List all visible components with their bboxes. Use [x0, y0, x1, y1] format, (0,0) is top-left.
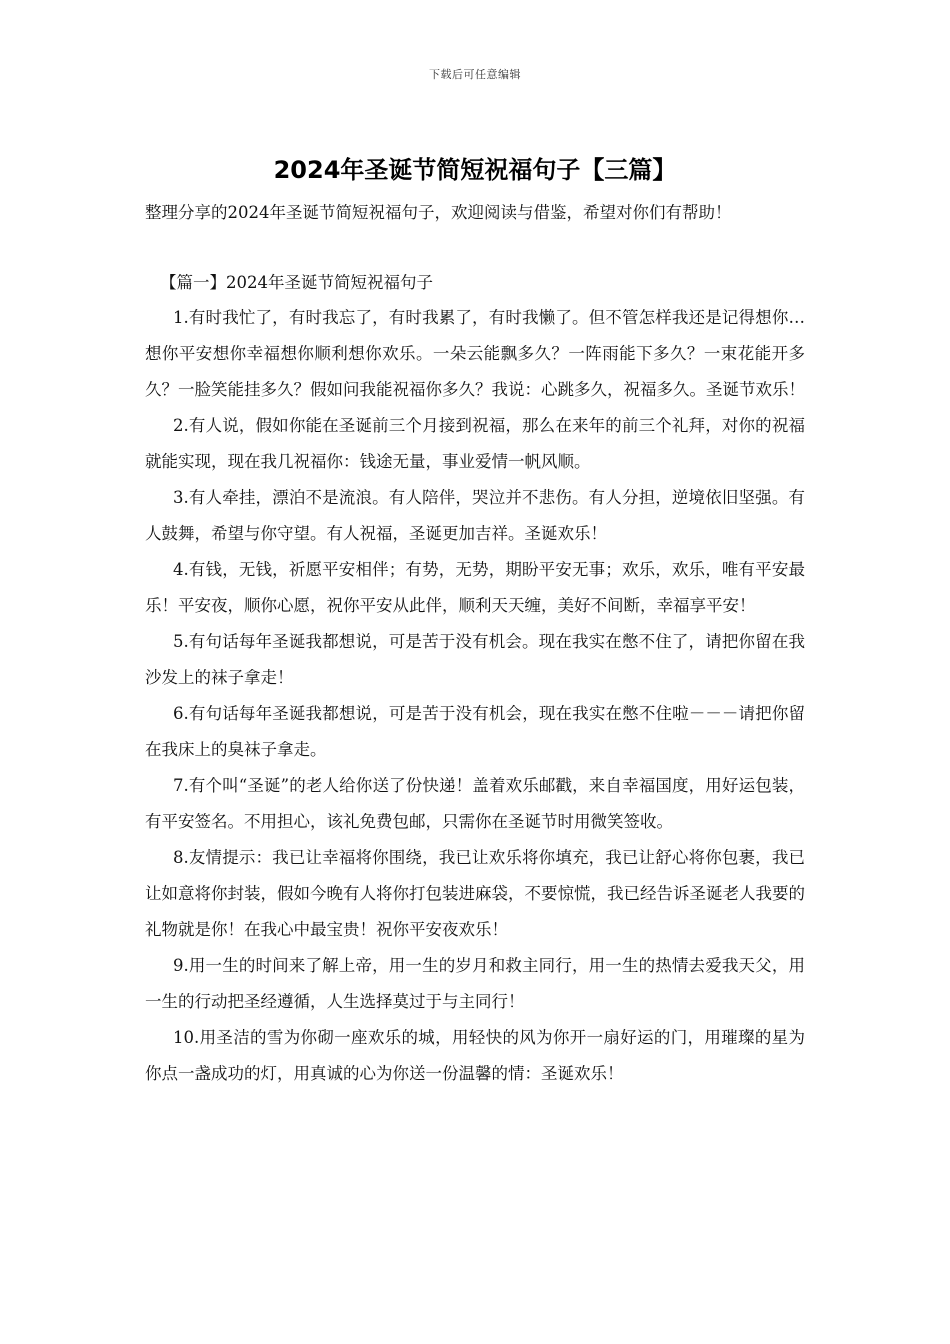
- blessing-paragraph-8: 8.友情提示：我已让幸福将你围绕，我已让欢乐将你填充，我已让舒心将你包裹，我已让如意将你封装，假如今晚有人将你打包装进麻袋，不要惊慌，我已经告诉圣诞老人我要的礼物就是你！在我心中最宝贵！祝你平安夜欢乐！: [145, 848, 805, 939]
- body-text: [145, 300, 805, 1092]
- blessing-paragraph-6: 6.有句话每年圣诞我都想说，可是苦于没有机会，现在我实在憋不住啦－－－请把你留在我床上的臭袜子拿走。: [145, 704, 805, 759]
- blessing-paragraph-7: 7.有个叫“圣诞”的老人给你送了份快递！盖着欢乐邮戳，来自幸福国度，用好运包装，有平安签名。不用担心，该礼免费包邮，只需你在圣诞节时用微笑签收。: [145, 776, 805, 831]
- header-note: 下载后可任意编辑: [429, 68, 521, 81]
- blessing-paragraph-3: 3.有人牵挂，漂泊不是流浪。有人陪伴，哭泣并不悲伤。有人分担，逆境依旧坚强。有人鼓舞，希望与你守望。有人祝福，圣诞更加吉祥。圣诞欢乐！: [145, 488, 805, 543]
- blessing-paragraph-4: 4.有钱，无钱，祈愿平安相伴；有势，无势，期盼平安无事；欢乐，欢乐，唯有平安最乐！平安夜，顺你心愿，祝你平安从此伴，顺利天天缠，美好不间断，幸福享平安！: [145, 560, 805, 615]
- blessing-paragraph-9: 9.用一生的时间来了解上帝，用一生的岁月和救主同行，用一生的热情去爱我天父，用一生的行动把圣经遵循，人生选择莫过于与主同行！: [145, 956, 805, 1011]
- document-title: 2024年圣诞节简短祝福句子【三篇】: [273, 156, 677, 184]
- blessing-paragraph-1: 1.有时我忙了，有时我忘了，有时我累了，有时我懒了。但不管怎样我还是记得想你…想你平安想你幸福想你顺利想你欢乐。一朵云能飘多久？一阵雨能下多久？一束花能开多久？一脸笑能挂多久？假如问我能祝福你多久？我说：心跳多久，祝福多久。圣诞节欢乐！: [145, 308, 805, 399]
- blessing-paragraph-2: 2.有人说，假如你能在圣诞前三个月接到祝福，那么在来年的前三个礼拜，对你的祝福就能实现，现在我几祝福你：钱途无量，事业爱情一帆风顺。: [145, 416, 805, 471]
- section-heading: 【篇一】2024年圣诞节简短祝福句子: [160, 273, 433, 292]
- blessing-paragraph-5: 5.有句话每年圣诞我都想说，可是苦于没有机会。现在我实在憋不住了，请把你留在我沙发上的袜子拿走！: [145, 632, 805, 687]
- intro-paragraph: 整理分享的2024年圣诞节简短祝福句子，欢迎阅读与借鉴，希望对你们有帮助！: [145, 203, 732, 222]
- blessing-paragraph-10: 10.用圣洁的雪为你砌一座欢乐的城，用轻快的风为你开一扇好运的门，用璀璨的星为你点一盏成功的灯，用真诚的心为你送一份温馨的情：圣诞欢乐！: [145, 1028, 805, 1083]
